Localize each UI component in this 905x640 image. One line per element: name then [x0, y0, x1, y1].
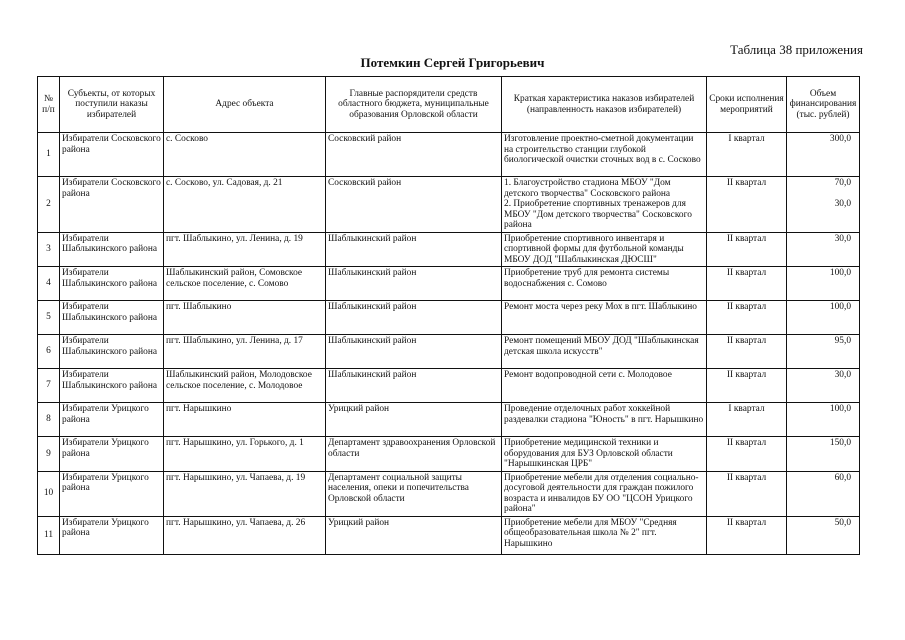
description-item: 1. Благоустройство стадиона МБОУ "Дом детского творчества" Сосковского района	[504, 178, 671, 199]
cell-subject: Избиратели Шаблыкинского района	[60, 335, 164, 369]
cell-manager: Сосковский район	[326, 133, 502, 177]
cell-num: 2	[38, 177, 60, 233]
cell-period: II квартал	[707, 437, 787, 472]
cell-num: 5	[38, 301, 60, 335]
cell-description: Приобретение медицинской техники и оборудования для БУЗ Орловской области "Нарышкинская ЦРБ"	[502, 437, 707, 472]
cell-manager: Сосковский район	[326, 177, 502, 233]
cell-num: 7	[38, 369, 60, 403]
cell-address: пгт. Шаблыкино, ул. Ленина, д. 17	[164, 335, 326, 369]
cell-subject: Избиратели Урицкого района	[60, 516, 164, 554]
table-reference: Таблица 38 приложения	[730, 42, 863, 57]
cell-amount: 95,0	[787, 335, 860, 369]
cell-period: II квартал	[707, 471, 787, 516]
cell-num: 9	[38, 437, 60, 472]
cell-description: Проведение отделочных работ хоккейной раздевалки стадиона "Юность" в пгт. Нарышкино	[502, 403, 707, 437]
table-row	[38, 177, 860, 233]
cell-description: Приобретение мебели для МБОУ "Средняя общеобразовательная школа № 2" пгт. Нарышкино	[502, 516, 707, 554]
cell-address: пгт. Шаблыкино	[164, 301, 326, 335]
cell-amount: 100,0	[787, 403, 860, 437]
cell-amount: 100,0	[787, 301, 860, 335]
cell-address: с. Сосково, ул. Садовая, д. 21	[164, 177, 326, 233]
cell-subject: Избиратели Шаблыкинского района	[60, 267, 164, 301]
cell-num: 10	[38, 471, 60, 516]
table-row	[38, 133, 860, 177]
cell-subject: Избиратели Шаблыкинского района	[60, 301, 164, 335]
cell-amount: 100,0	[787, 267, 860, 301]
cell-address: пгт. Шаблыкино, ул. Ленина, д. 19	[164, 232, 326, 267]
cell-manager: Урицкий район	[326, 516, 502, 554]
cell-subject: Избиратели Шаблыкинского района	[60, 232, 164, 267]
header-manager: Главные распорядители средств областного бюджета, муниципальные образования Орловской области	[326, 77, 502, 133]
cell-num: 3	[38, 232, 60, 267]
description-item: 2. Приобретение спортивных тренажеров для МБОУ "Дом детского творчества" Сосковского района	[504, 199, 692, 230]
cell-period: I квартал	[707, 133, 787, 177]
cell-description: Ремонт помещений МБОУ ДОД "Шаблыкинская детская школа искусств"	[502, 335, 707, 369]
cell-address: Шаблыкинский район, Молодовское сельское поселение, с. Молодовое	[164, 369, 326, 403]
cell-address: пгт. Нарышкино	[164, 403, 326, 437]
cell-subject: Избиратели Сосковского района	[60, 133, 164, 177]
cell-period: II квартал	[707, 177, 787, 233]
cell-address: пгт. Нарышкино, ул. Горького, д. 1	[164, 437, 326, 472]
cell-period: I квартал	[707, 403, 787, 437]
cell-address: пгт. Нарышкино, ул. Чапаева, д. 19	[164, 471, 326, 516]
cell-num: 8	[38, 403, 60, 437]
cell-period: II квартал	[707, 232, 787, 267]
cell-manager: Шаблыкинский район	[326, 267, 502, 301]
cell-address: с. Сосково	[164, 133, 326, 177]
cell-period: II квартал	[707, 267, 787, 301]
cell-description	[502, 177, 707, 233]
table-row	[38, 369, 860, 403]
cell-subject: Избиратели Урицкого района	[60, 403, 164, 437]
header-description: Краткая характеристика наказов избирателей (направленность наказов избирателей)	[502, 77, 707, 133]
orders-table	[37, 76, 860, 555]
cell-amount: 30,0	[787, 369, 860, 403]
cell-manager: Департамент здравоохранения Орловской области	[326, 437, 502, 472]
cell-amount: 50,0	[787, 516, 860, 554]
cell-amount: 60,0	[787, 471, 860, 516]
cell-description: Приобретение мебели для отделения социально-досуговой деятельности для граждан пожилого возраста и инвалидов БУ ОО "ЦСОН Урицкого района"	[502, 471, 707, 516]
header-address: Адрес объекта	[164, 77, 326, 133]
document-title: Потемкин Сергей Григорьевич	[360, 55, 545, 70]
table-row	[38, 516, 860, 554]
cell-num: 1	[38, 133, 60, 177]
cell-manager: Шаблыкинский район	[326, 369, 502, 403]
header-amount: Объем финансирования (тыс. рублей)	[787, 77, 860, 133]
amount-value: 30,0	[834, 198, 851, 209]
cell-description: Приобретение спортивного инвентаря и спортивной формы для футбольной команды МБОУ ДОД "Шаблыкинская ДЮСШ"	[502, 232, 707, 267]
cell-period: II квартал	[707, 335, 787, 369]
table-row	[38, 301, 860, 335]
cell-period: II квартал	[707, 301, 787, 335]
table-row	[38, 403, 860, 437]
cell-description: Ремонт моста через реку Мох в пгт. Шаблыкино	[502, 301, 707, 335]
table-row	[38, 335, 860, 369]
cell-num: 6	[38, 335, 60, 369]
cell-amount: 150,0	[787, 437, 860, 472]
cell-amount	[787, 177, 860, 233]
cell-manager: Департамент социальной защиты населения, опеки и попечительства Орловской области	[326, 471, 502, 516]
cell-manager: Шаблыкинский район	[326, 232, 502, 267]
cell-description: Изготовление проектно-сметной документации на строительство станции глубокой биологической очистки сточных вод в с. Сосково	[502, 133, 707, 177]
cell-description: Ремонт водопроводной сети с. Молодовое	[502, 369, 707, 403]
table-row	[38, 232, 860, 267]
cell-manager: Урицкий район	[326, 403, 502, 437]
table-header-row	[38, 77, 860, 133]
cell-description: Приобретение труб для ремонта системы водоснабжения с. Сомово	[502, 267, 707, 301]
cell-amount: 30,0	[787, 232, 860, 267]
cell-period: II квартал	[707, 369, 787, 403]
cell-subject: Избиратели Урицкого района	[60, 437, 164, 472]
cell-subject: Избиратели Шаблыкинского района	[60, 369, 164, 403]
table-row	[38, 437, 860, 472]
table-row	[38, 471, 860, 516]
amount-value: 70,0	[834, 178, 851, 188]
cell-manager: Шаблыкинский район	[326, 301, 502, 335]
cell-num: 4	[38, 267, 60, 301]
cell-period: II квартал	[707, 516, 787, 554]
header-period: Сроки исполнения мероприятий	[707, 77, 787, 133]
header-num: № п/п	[38, 77, 60, 133]
cell-num: 11	[38, 516, 60, 554]
cell-manager: Шаблыкинский район	[326, 335, 502, 369]
cell-address: Шаблыкинский район, Сомовское сельское поселение, с. Сомово	[164, 267, 326, 301]
header-subject: Субъекты, от которых поступили наказы избирателей	[60, 77, 164, 133]
table-row	[38, 267, 860, 301]
cell-address: пгт. Нарышкино, ул. Чапаева, д. 26	[164, 516, 326, 554]
cell-amount: 300,0	[787, 133, 860, 177]
cell-subject: Избиратели Урицкого района	[60, 471, 164, 516]
cell-subject: Избиратели Сосковского района	[60, 177, 164, 233]
